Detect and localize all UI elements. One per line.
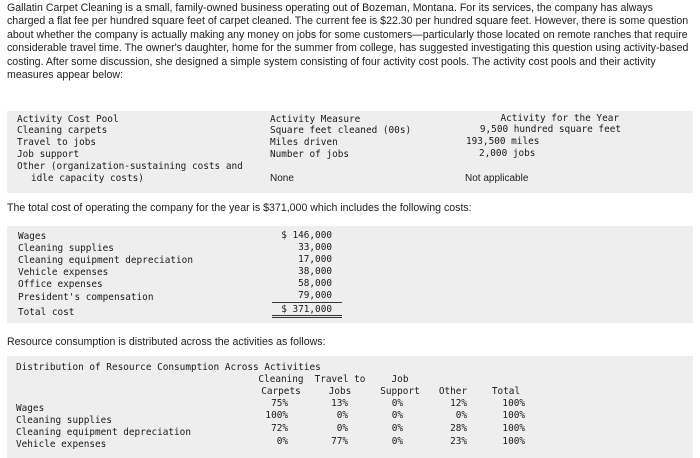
- resource-sentence: Resource consumption is distributed across the activities as follows:: [7, 336, 326, 348]
- cost-value: 17,000: [298, 254, 332, 265]
- cell-cleaning: 0%: [276, 436, 288, 447]
- cell-cleaning: 75%: [271, 398, 288, 409]
- header-support-line1: Job: [391, 374, 409, 385]
- cost-label: Office expenses: [18, 279, 103, 290]
- activity-measure-row: Miles driven: [270, 137, 338, 148]
- cost-label: Vehicle expenses: [18, 267, 109, 278]
- header-other: Other: [438, 386, 468, 397]
- header-total: Total: [491, 386, 521, 397]
- cell-support: 0%: [391, 436, 403, 447]
- cell-total: 100%: [502, 410, 525, 421]
- header-cleaning-line2: Carpets: [261, 386, 301, 397]
- total-rule: [272, 315, 342, 316]
- activity-pool-row: Other (organization-sustaining costs and: [17, 161, 243, 172]
- distribution-panel: [7, 356, 693, 458]
- activity-pool-panel: [7, 111, 693, 193]
- header-cleaning-line1: Cleaning: [258, 374, 304, 385]
- activity-measure-row: Square feet cleaned (00s): [270, 125, 412, 136]
- activity-pool-row: Travel to jobs: [17, 137, 97, 148]
- cost-value: 33,000: [298, 242, 332, 253]
- distribution-row-label: Cleaning equipment depreciation: [16, 427, 191, 438]
- total-cost-sentence: The total cost of operating the company for the year is $371,000 which includes the following costs:: [7, 202, 472, 214]
- distribution-row-label: Cleaning supplies: [16, 415, 112, 426]
- cost-label: Wages: [18, 231, 47, 242]
- activity-pool-row: idle capacity costs): [31, 173, 144, 184]
- cell-total: 100%: [502, 436, 525, 447]
- cell-travel: 13%: [331, 398, 348, 409]
- cell-other: 0%: [455, 410, 467, 421]
- subtotal-rule: [272, 302, 342, 303]
- activity-measure-row: Number of jobs: [270, 149, 350, 160]
- activity-year-row: 9,500 hundred square feet: [479, 124, 621, 135]
- activity-year-row: 193,500 miles: [466, 136, 540, 147]
- cost-value: 38,000: [298, 266, 332, 277]
- cell-other: 23%: [450, 436, 467, 447]
- cell-support: 0%: [391, 423, 403, 434]
- activity-measure-row: None: [270, 173, 294, 184]
- cost-label: President's compensation: [18, 292, 154, 303]
- cell-travel: 0%: [336, 423, 348, 434]
- cell-cleaning: 72%: [271, 423, 288, 434]
- cell-total: 100%: [502, 398, 525, 409]
- cell-travel: 0%: [336, 410, 348, 421]
- cell-other: 12%: [450, 398, 467, 409]
- cost-value: 58,000: [298, 278, 332, 289]
- activity-year-header: Activity for the Year: [500, 113, 619, 124]
- cell-support: 0%: [391, 410, 403, 421]
- cost-value: $ 146,000: [281, 230, 332, 241]
- total-cost-value: $ 371,000: [281, 304, 332, 315]
- distribution-title: Distribution of Resource Consumption Across Activities: [16, 362, 321, 373]
- activity-year-row: Not applicable: [465, 173, 529, 184]
- distribution-row-label: Vehicle expenses: [16, 439, 107, 450]
- distribution-row-label: Wages: [16, 403, 45, 414]
- header-support-line2: Support: [380, 386, 420, 397]
- header-travel-line1: Travel to: [314, 374, 366, 385]
- activity-pool-row: Cleaning carpets: [17, 125, 108, 136]
- cell-total: 100%: [502, 423, 525, 434]
- intro-paragraph: Gallatin Carpet Cleaning is a small, family-owned business operating out of Bozeman, Montana. For its services, the company has always charged a flat fee per hundred square feet of carpet cleaned. The current fee is $22.30 per hundred square feet. However, there is some question about whether the company is actually making any money on jobs for some customers—particularly those located on remote ranches that require considerable travel time. The owner's daughter, home for the summer from college, has suggested investigating this question using activity-based costing. After some discussion, she designed a simple system consisting of four activity cost pools. The activity cost pools and their activity measures appear below:: [7, 2, 689, 82]
- total-double-rule: [272, 317, 342, 318]
- cost-label: Cleaning supplies: [18, 243, 114, 254]
- cell-other: 28%: [450, 423, 467, 434]
- header-travel-line2: Jobs: [328, 386, 352, 397]
- cost-panel: [7, 226, 693, 323]
- activity-pool-row: Job support: [17, 149, 80, 160]
- total-cost-label: Total cost: [18, 307, 75, 318]
- cost-value: 79,000: [298, 290, 332, 301]
- cell-travel: 77%: [331, 436, 348, 447]
- activity-measure-header: Activity Measure: [270, 114, 361, 125]
- cost-label: Cleaning equipment depreciation: [18, 255, 193, 266]
- activity-year-row: 2,000 jobs: [479, 148, 536, 159]
- cell-support: 0%: [391, 398, 403, 409]
- activity-pool-header: Activity Cost Pool: [17, 114, 119, 125]
- cell-cleaning: 100%: [265, 410, 288, 421]
